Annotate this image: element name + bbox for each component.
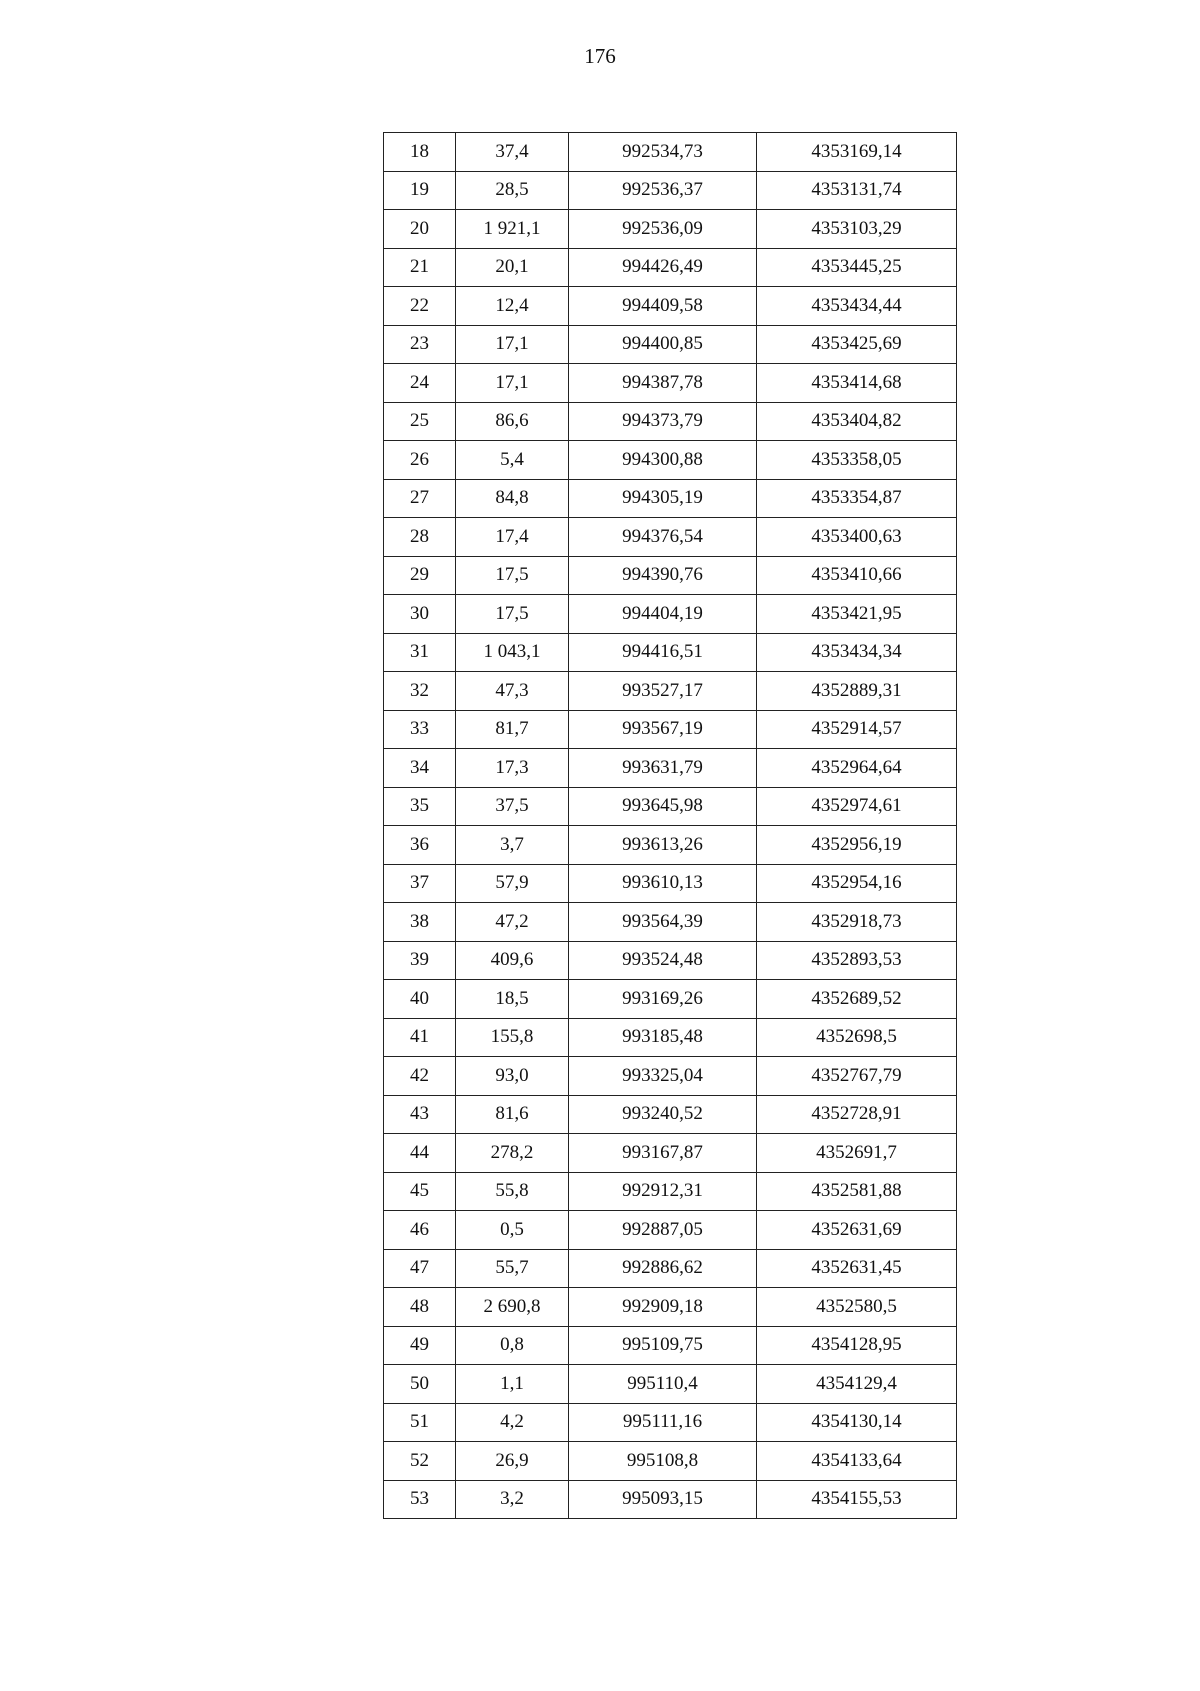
x-coordinate-cell: 994409,58	[569, 287, 757, 326]
y-coordinate-cell: 4353425,69	[757, 325, 957, 364]
table-row	[384, 402, 957, 441]
distance-cell: 18,5	[456, 980, 569, 1019]
table-row	[384, 133, 957, 172]
x-coordinate-cell: 992536,37	[569, 171, 757, 210]
x-coordinate-cell: 993610,13	[569, 864, 757, 903]
y-coordinate-cell: 4353434,44	[757, 287, 957, 326]
x-coordinate-cell: 993645,98	[569, 787, 757, 826]
table-row	[384, 287, 957, 326]
y-coordinate-cell: 4352954,16	[757, 864, 957, 903]
distance-cell: 0,5	[456, 1211, 569, 1250]
point-number-cell: 22	[384, 287, 456, 326]
x-coordinate-cell: 993527,17	[569, 672, 757, 711]
distance-cell: 17,4	[456, 518, 569, 557]
table-row	[384, 479, 957, 518]
distance-cell: 17,5	[456, 595, 569, 634]
y-coordinate-cell: 4352689,52	[757, 980, 957, 1019]
point-number-cell: 46	[384, 1211, 456, 1250]
point-number-cell: 24	[384, 364, 456, 403]
y-coordinate-cell: 4354128,95	[757, 1326, 957, 1365]
y-coordinate-cell: 4353421,95	[757, 595, 957, 634]
point-number-cell: 34	[384, 749, 456, 788]
x-coordinate-cell: 995110,4	[569, 1365, 757, 1404]
y-coordinate-cell: 4352631,69	[757, 1211, 957, 1250]
x-coordinate-cell: 995108,8	[569, 1442, 757, 1481]
x-coordinate-cell: 994387,78	[569, 364, 757, 403]
point-number-cell: 19	[384, 171, 456, 210]
table-row	[384, 1095, 957, 1134]
table-row	[384, 595, 957, 634]
table-row	[384, 210, 957, 249]
x-coordinate-cell: 993169,26	[569, 980, 757, 1019]
y-coordinate-cell: 4352889,31	[757, 672, 957, 711]
y-coordinate-cell: 4352580,5	[757, 1288, 957, 1327]
point-number-cell: 18	[384, 133, 456, 172]
point-number-cell: 47	[384, 1249, 456, 1288]
point-number-cell: 48	[384, 1288, 456, 1327]
y-coordinate-cell: 4352691,7	[757, 1134, 957, 1173]
table-row	[384, 1442, 957, 1481]
table-row	[384, 749, 957, 788]
y-coordinate-cell: 4352964,64	[757, 749, 957, 788]
table-row	[384, 518, 957, 557]
distance-cell: 2 690,8	[456, 1288, 569, 1327]
point-number-cell: 52	[384, 1442, 456, 1481]
x-coordinate-cell: 992886,62	[569, 1249, 757, 1288]
point-number-cell: 40	[384, 980, 456, 1019]
distance-cell: 17,5	[456, 556, 569, 595]
distance-cell: 26,9	[456, 1442, 569, 1481]
table-row	[384, 1249, 957, 1288]
table-row	[384, 248, 957, 287]
y-coordinate-cell: 4352631,45	[757, 1249, 957, 1288]
point-number-cell: 49	[384, 1326, 456, 1365]
table-body	[384, 133, 957, 1519]
table-row	[384, 1365, 957, 1404]
point-number-cell: 21	[384, 248, 456, 287]
table-row	[384, 1134, 957, 1173]
table-row	[384, 633, 957, 672]
table-row	[384, 980, 957, 1019]
distance-cell: 47,2	[456, 903, 569, 942]
y-coordinate-cell: 4352914,57	[757, 710, 957, 749]
point-number-cell: 30	[384, 595, 456, 634]
y-coordinate-cell: 4354130,14	[757, 1403, 957, 1442]
x-coordinate-cell: 993613,26	[569, 826, 757, 865]
y-coordinate-cell: 4352698,5	[757, 1018, 957, 1057]
distance-cell: 81,6	[456, 1095, 569, 1134]
point-number-cell: 35	[384, 787, 456, 826]
table-row	[384, 1480, 957, 1519]
x-coordinate-cell: 994416,51	[569, 633, 757, 672]
point-number-cell: 28	[384, 518, 456, 557]
table-row	[384, 364, 957, 403]
distance-cell: 409,6	[456, 941, 569, 980]
distance-cell: 1 043,1	[456, 633, 569, 672]
distance-cell: 86,6	[456, 402, 569, 441]
x-coordinate-cell: 993567,19	[569, 710, 757, 749]
distance-cell: 55,8	[456, 1172, 569, 1211]
point-number-cell: 45	[384, 1172, 456, 1211]
x-coordinate-cell: 993185,48	[569, 1018, 757, 1057]
x-coordinate-cell: 994400,85	[569, 325, 757, 364]
distance-cell: 37,4	[456, 133, 569, 172]
point-number-cell: 31	[384, 633, 456, 672]
distance-cell: 28,5	[456, 171, 569, 210]
point-number-cell: 42	[384, 1057, 456, 1096]
table-row	[384, 325, 957, 364]
x-coordinate-cell: 993167,87	[569, 1134, 757, 1173]
distance-cell: 84,8	[456, 479, 569, 518]
distance-cell: 17,1	[456, 364, 569, 403]
y-coordinate-cell: 4353414,68	[757, 364, 957, 403]
x-coordinate-cell: 995093,15	[569, 1480, 757, 1519]
x-coordinate-cell: 992912,31	[569, 1172, 757, 1211]
table-row	[384, 903, 957, 942]
table-row	[384, 1403, 957, 1442]
coordinates-table	[383, 132, 957, 1519]
y-coordinate-cell: 4354133,64	[757, 1442, 957, 1481]
table-row	[384, 672, 957, 711]
table-row	[384, 556, 957, 595]
point-number-cell: 50	[384, 1365, 456, 1404]
x-coordinate-cell: 993631,79	[569, 749, 757, 788]
distance-cell: 81,7	[456, 710, 569, 749]
table-row	[384, 171, 957, 210]
point-number-cell: 32	[384, 672, 456, 711]
x-coordinate-cell: 993524,48	[569, 941, 757, 980]
x-coordinate-cell: 994373,79	[569, 402, 757, 441]
distance-cell: 17,3	[456, 749, 569, 788]
y-coordinate-cell: 4353410,66	[757, 556, 957, 595]
point-number-cell: 25	[384, 402, 456, 441]
table-row	[384, 1018, 957, 1057]
point-number-cell: 39	[384, 941, 456, 980]
x-coordinate-cell: 994390,76	[569, 556, 757, 595]
y-coordinate-cell: 4352728,91	[757, 1095, 957, 1134]
distance-cell: 4,2	[456, 1403, 569, 1442]
table-row	[384, 1288, 957, 1327]
table-row	[384, 441, 957, 480]
y-coordinate-cell: 4353358,05	[757, 441, 957, 480]
x-coordinate-cell: 992909,18	[569, 1288, 757, 1327]
y-coordinate-cell: 4354155,53	[757, 1480, 957, 1519]
point-number-cell: 20	[384, 210, 456, 249]
y-coordinate-cell: 4353434,34	[757, 633, 957, 672]
distance-cell: 47,3	[456, 672, 569, 711]
x-coordinate-cell: 994300,88	[569, 441, 757, 480]
distance-cell: 57,9	[456, 864, 569, 903]
point-number-cell: 23	[384, 325, 456, 364]
distance-cell: 12,4	[456, 287, 569, 326]
distance-cell: 0,8	[456, 1326, 569, 1365]
point-number-cell: 36	[384, 826, 456, 865]
distance-cell: 1 921,1	[456, 210, 569, 249]
x-coordinate-cell: 995109,75	[569, 1326, 757, 1365]
x-coordinate-cell: 995111,16	[569, 1403, 757, 1442]
x-coordinate-cell: 994376,54	[569, 518, 757, 557]
y-coordinate-cell: 4352581,88	[757, 1172, 957, 1211]
distance-cell: 1,1	[456, 1365, 569, 1404]
point-number-cell: 29	[384, 556, 456, 595]
y-coordinate-cell: 4352767,79	[757, 1057, 957, 1096]
point-number-cell: 53	[384, 1480, 456, 1519]
y-coordinate-cell: 4353131,74	[757, 171, 957, 210]
table-row	[384, 1211, 957, 1250]
table-row	[384, 941, 957, 980]
x-coordinate-cell: 992534,73	[569, 133, 757, 172]
y-coordinate-cell: 4352918,73	[757, 903, 957, 942]
x-coordinate-cell: 993325,04	[569, 1057, 757, 1096]
point-number-cell: 26	[384, 441, 456, 480]
distance-cell: 20,1	[456, 248, 569, 287]
distance-cell: 3,2	[456, 1480, 569, 1519]
y-coordinate-cell: 4353400,63	[757, 518, 957, 557]
x-coordinate-cell: 994305,19	[569, 479, 757, 518]
y-coordinate-cell: 4353354,87	[757, 479, 957, 518]
point-number-cell: 43	[384, 1095, 456, 1134]
y-coordinate-cell: 4352974,61	[757, 787, 957, 826]
table-row	[384, 787, 957, 826]
distance-cell: 3,7	[456, 826, 569, 865]
y-coordinate-cell: 4352893,53	[757, 941, 957, 980]
x-coordinate-cell: 993564,39	[569, 903, 757, 942]
point-number-cell: 44	[384, 1134, 456, 1173]
y-coordinate-cell: 4353404,82	[757, 402, 957, 441]
table-row	[384, 1057, 957, 1096]
table-row	[384, 1326, 957, 1365]
distance-cell: 155,8	[456, 1018, 569, 1057]
y-coordinate-cell: 4352956,19	[757, 826, 957, 865]
x-coordinate-cell: 992536,09	[569, 210, 757, 249]
table-row	[384, 864, 957, 903]
point-number-cell: 38	[384, 903, 456, 942]
distance-cell: 37,5	[456, 787, 569, 826]
distance-cell: 17,1	[456, 325, 569, 364]
point-number-cell: 51	[384, 1403, 456, 1442]
y-coordinate-cell: 4353445,25	[757, 248, 957, 287]
distance-cell: 5,4	[456, 441, 569, 480]
table-row	[384, 710, 957, 749]
distance-cell: 55,7	[456, 1249, 569, 1288]
table-row	[384, 826, 957, 865]
distance-cell: 278,2	[456, 1134, 569, 1173]
y-coordinate-cell: 4354129,4	[757, 1365, 957, 1404]
y-coordinate-cell: 4353103,29	[757, 210, 957, 249]
page-number: 176	[584, 44, 616, 68]
x-coordinate-cell: 994426,49	[569, 248, 757, 287]
distance-cell: 93,0	[456, 1057, 569, 1096]
point-number-cell: 33	[384, 710, 456, 749]
y-coordinate-cell: 4353169,14	[757, 133, 957, 172]
point-number-cell: 41	[384, 1018, 456, 1057]
table-row	[384, 1172, 957, 1211]
x-coordinate-cell: 994404,19	[569, 595, 757, 634]
x-coordinate-cell: 993240,52	[569, 1095, 757, 1134]
x-coordinate-cell: 992887,05	[569, 1211, 757, 1250]
point-number-cell: 37	[384, 864, 456, 903]
point-number-cell: 27	[384, 479, 456, 518]
